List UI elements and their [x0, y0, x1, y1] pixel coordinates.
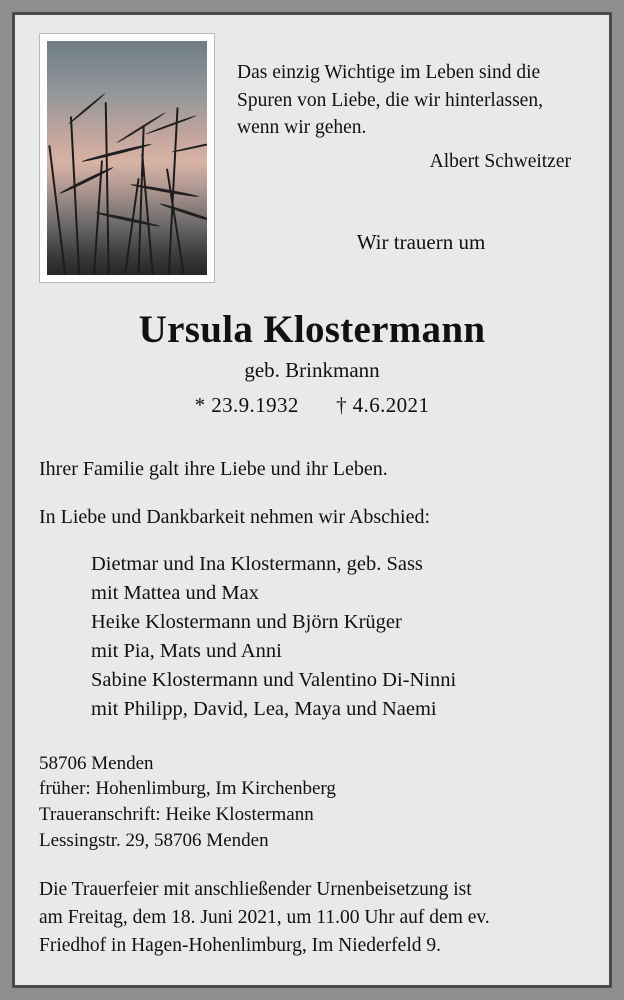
address-line: Traueranschrift: Heike Klostermann — [39, 804, 314, 826]
quote-line-3: wenn wir gehen. — [237, 117, 367, 139]
quote-line-2: Spuren von Liebe, die wir hinterlassen, — [237, 89, 543, 111]
family-list — [39, 550, 585, 725]
funeral-line: Friedhof in Hagen-Hohenlimburg, Im Niederfeld 9. — [39, 935, 441, 957]
funeral-line: am Freitag, dem 18. Juni 2021, um 11.00 Uhr auf dem ev. — [39, 906, 490, 928]
quote-author: Albert Schweitzer — [429, 151, 571, 173]
deceased-name: Ursula Klostermann — [138, 308, 486, 351]
address-line: 58706 Menden — [39, 752, 154, 774]
body-text — [39, 454, 585, 960]
farewell-intro: In Liebe und Dankbarkeit nehmen wir Abschied: — [39, 505, 430, 528]
family-member: mit Mattea und Max — [91, 582, 259, 604]
address-line: Lessingstr. 29, 58706 Menden — [39, 830, 269, 852]
family-member: mit Pia, Mats und Anni — [91, 640, 282, 663]
header-section — [39, 33, 585, 283]
obituary-notice — [12, 12, 612, 988]
tribute-line: Ihrer Familie galt ihre Liebe und ihr Leben. — [39, 457, 388, 480]
funeral-details — [39, 876, 585, 960]
birth-date: * 23.9.1932 — [194, 392, 299, 417]
death-date: † 4.6.2021 — [336, 392, 430, 417]
address-line: früher: Hohenlimburg, Im Kirchenberg — [39, 778, 336, 800]
quote-block — [215, 33, 585, 255]
family-member: mit Philipp, David, Lea, Maya und Naemi — [91, 698, 437, 721]
funeral-line: Die Trauerfeier mit anschließender Urnenbeisetzung ist — [39, 878, 472, 900]
photo-frame — [39, 33, 215, 283]
family-member: Heike Klostermann und Björn Krüger — [91, 611, 402, 634]
family-member: Dietmar und Ina Klostermann, geb. Sass — [91, 552, 423, 575]
mourning-intro: Wir trauern um — [356, 229, 486, 254]
name-block — [39, 309, 585, 418]
life-dates — [39, 393, 585, 418]
reeds-at-dusk-photo — [47, 41, 207, 275]
family-member: Sabine Klostermann und Valentino Di-Ninni — [91, 669, 457, 692]
maiden-name: geb. Brinkmann — [244, 357, 380, 382]
address-block — [39, 751, 585, 854]
quote-line-1: Das einzig Wichtige im Leben sind die — [237, 62, 541, 83]
